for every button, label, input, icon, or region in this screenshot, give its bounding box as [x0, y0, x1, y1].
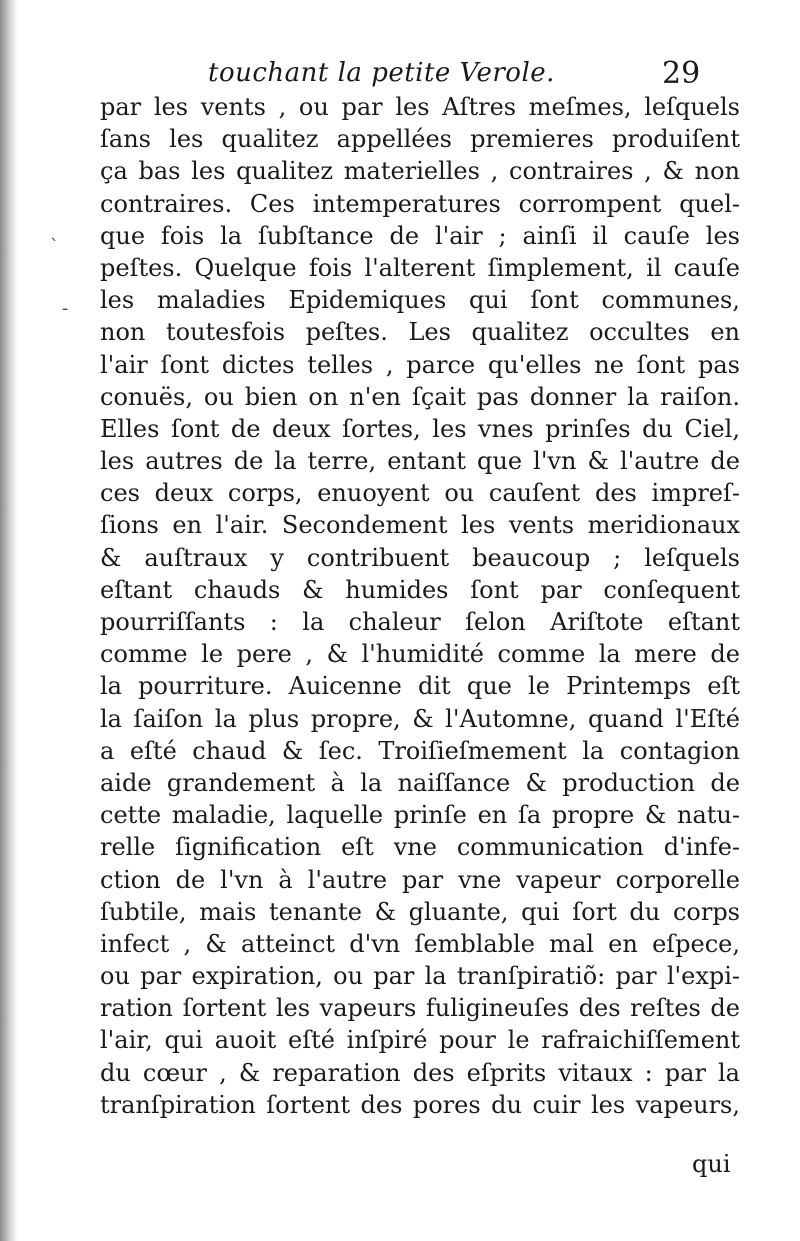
margin-mark: -: [62, 298, 69, 319]
page-number: 29: [662, 56, 701, 91]
text-line: non toutesfois peſtes. Les qualitez occultes en: [100, 318, 740, 347]
text-line: la ſaiſon la plus propre, & l'Automne, quand l'Eſté: [100, 704, 740, 733]
running-title: touchant la petite Verole.: [208, 58, 555, 88]
text-line: Elles ſont de deux ſortes, les vnes prinſes du Ciel,: [100, 414, 740, 443]
text-line: les maladies Epidemiques qui ſont communes,: [100, 286, 740, 315]
text-line: ration ſortent les vapeurs fuligineuſes des reſtes de: [100, 994, 740, 1023]
text-line: ſubtile, mais tenante & gluante, qui ſort du corps: [100, 897, 740, 926]
text-line: & auſtraux y contribuent beaucoup ; leſquels: [100, 543, 740, 572]
text-line: l'air, qui auoit eſté inſpiré pour le rafraichiſſement: [100, 1026, 740, 1055]
page-gutter-shadow: [0, 0, 18, 1241]
text-line: ction de l'vn à l'autre par vne vapeur corporelle: [100, 865, 740, 894]
text-line: aide grandement à la naiſſance & production de: [100, 768, 740, 797]
text-line: que fois la ſubſtance de l'air ; ainſi il cauſe les: [100, 221, 740, 250]
text-line: contraires. Ces intemperatures corrompent quel-: [100, 189, 740, 218]
text-line: conuës, ou bien on n'en ſçait pas donner la raiſon.: [100, 382, 740, 411]
text-line: ſans les qualitez appellées premieres produiſent: [100, 125, 740, 154]
text-line: eſtant chauds & humides ſont par conſequent: [100, 575, 740, 604]
text-line: cette maladie, laquelle prinſe en ſa propre & natu-: [100, 801, 740, 830]
text-line: ou par expiration, ou par la tranſpiratiõ: par l'expi-: [100, 962, 740, 991]
text-line: tranſpiration ſortent des pores du cuir les vapeurs,: [100, 1090, 740, 1119]
text-line: a eſté chaud & ſec. Troiſieſmement la contagion: [100, 736, 740, 765]
text-line: ça bas les qualitez materielles , contraires , & non: [100, 157, 740, 186]
catchword: qui: [692, 1150, 731, 1178]
text-line: la pourriture. Auicenne dit que le Printemps eſt: [100, 672, 740, 701]
text-line: ces deux corps, enuoyent ou cauſent des impreſ-: [100, 479, 740, 508]
text-line: les autres de la terre, entant que l'vn & l'autre de: [100, 447, 740, 476]
text-line: l'air ſont dictes telles , parce qu'elles ne ſont pas: [100, 350, 740, 379]
text-line: infect , & atteinct d'vn ſemblable mal en eſpece,: [100, 929, 740, 958]
text-line: du cœur , & reparation des eſprits vitaux : par la: [100, 1058, 740, 1087]
text-line: peſtes. Quelque fois l'alterent ſimplement, il cauſe: [100, 253, 740, 282]
text-line: pourriſſants : la chaleur ſelon Ariſtote eſtant: [100, 608, 740, 636]
text-line: relle ſignification eſt vne communication d'infe-: [100, 833, 740, 862]
text-line: ſions en l'air. Secondement les vents meridionaux: [100, 511, 740, 540]
body-text: [100, 91, 740, 1121]
text-line: par les vents , ou par les Aſtres meſmes, leſquels: [100, 93, 740, 121]
text-line: comme le pere , & l'humidité comme la mere de: [100, 640, 740, 669]
margin-mark: `: [50, 236, 59, 257]
